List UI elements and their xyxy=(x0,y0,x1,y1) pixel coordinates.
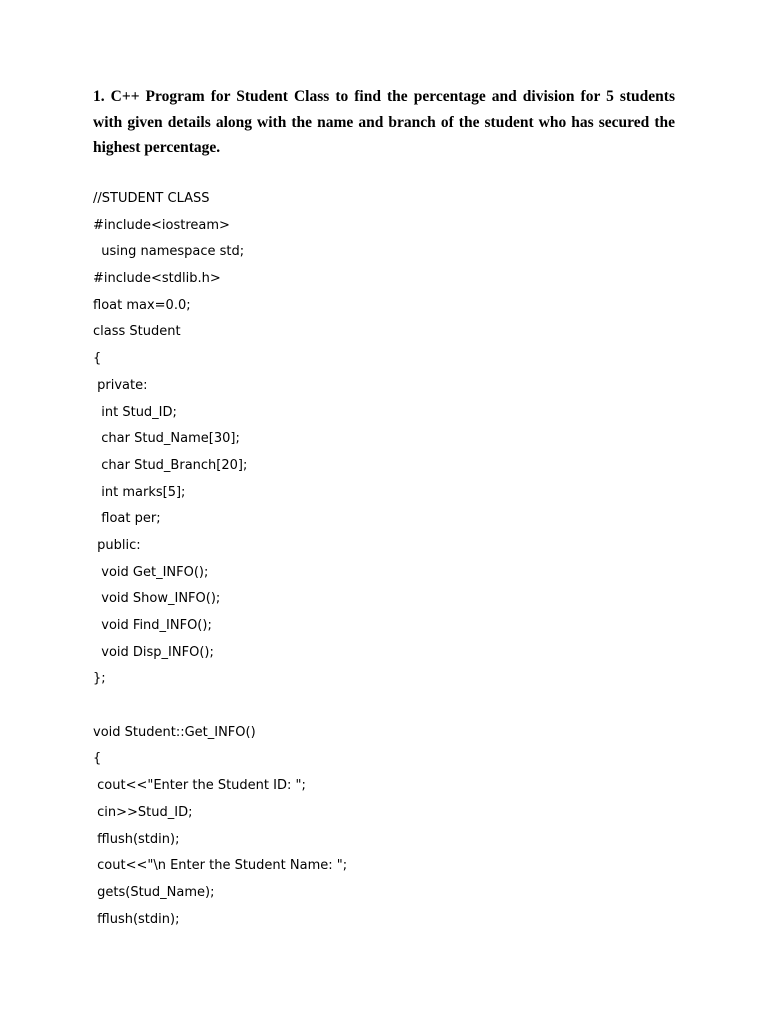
code-line: int marks[5]; xyxy=(93,484,186,500)
code-line: fflush(stdin); xyxy=(93,831,180,847)
code-line: gets(Stud_Name); xyxy=(93,884,215,900)
code-line: cin>>Stud_ID; xyxy=(93,804,193,820)
code-line: float max=0.0; xyxy=(93,297,191,313)
code-line: void Show_INFO(); xyxy=(93,591,221,607)
question-heading: 1. C++ Program for Student Class to find the percentage and division for 5 students with given details along with the name and branch of the student who has secured the highest percentage. xyxy=(93,88,675,156)
code-line: { xyxy=(93,351,102,367)
code-line: int Stud_ID; xyxy=(93,404,177,420)
code-line: #include<iostream> xyxy=(93,217,230,233)
code-line: cout<<"\n Enter the Student Name: "; xyxy=(93,858,348,874)
code-line: void Find_INFO(); xyxy=(93,618,212,633)
code-line: void Disp_INFO(); xyxy=(93,644,214,660)
code-line: char Stud_Branch[20]; xyxy=(93,457,248,473)
code-line: private: xyxy=(93,377,148,393)
code-line: void Get_INFO(); xyxy=(93,564,209,580)
code-line: void Student::Get_INFO() xyxy=(93,724,256,740)
code-line: { xyxy=(93,751,102,767)
code-line: //STUDENT CLASS xyxy=(93,191,210,206)
code-listing xyxy=(93,186,693,933)
blank-line xyxy=(93,693,693,720)
code-line: fflush(stdin); xyxy=(93,911,180,927)
code-line: char Stud_Name[30]; xyxy=(93,431,240,447)
code-line: }; xyxy=(93,671,106,687)
code-line: using namespace std; xyxy=(93,244,245,260)
code-line: cout<<"Enter the Student ID: "; xyxy=(93,778,306,794)
code-line: #include<stdlib.h> xyxy=(93,271,221,287)
code-line: public: xyxy=(93,537,141,553)
code-line: class Student xyxy=(93,324,181,340)
code-line: float per; xyxy=(93,511,161,527)
